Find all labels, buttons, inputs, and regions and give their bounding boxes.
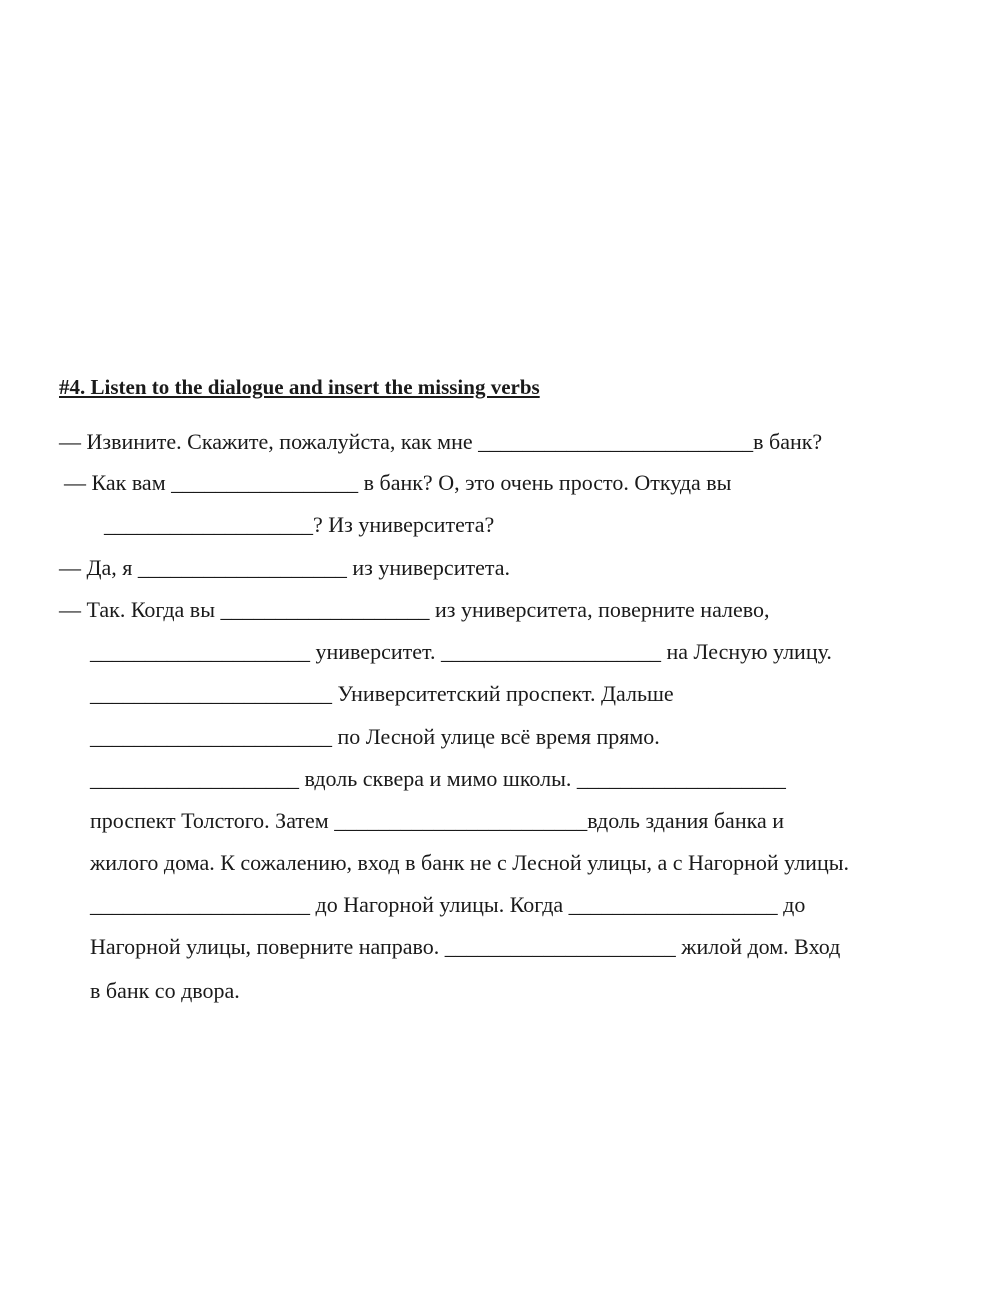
dialogue-line: Нагорной улицы, поверните направо. _____________________ жилой дом. Вход xyxy=(90,934,841,959)
dialogue-line: ______________________ Университетский проспект. Дальше xyxy=(90,681,674,706)
dialogue-line: ____________________ университет. ____________________ на Лесную улицу. xyxy=(90,639,832,664)
dialogue-line: жилого дома. К сожалению, вход в банк не с Лесной улицы, а с Нагорной улицы. xyxy=(90,850,850,875)
dialogue-line: — Да, я ___________________ из университета. xyxy=(59,555,510,580)
dialogue-line: ____________________ до Нагорной улицы. Когда ___________________ до xyxy=(90,892,806,917)
dialogue-line: ______________________ по Лесной улице всё время прямо. xyxy=(90,724,660,749)
dialogue-line: — Так. Когда вы ___________________ из университета, поверните налево, xyxy=(59,597,770,622)
dialogue-line: — Извините. Скажите, пожалуйста, как мне _________________________в банк? xyxy=(59,429,823,454)
dialogue-line: — Как вам _________________ в банк? О, это очень просто. Откуда вы xyxy=(64,470,732,495)
dialogue-line: ___________________? Из университета? xyxy=(104,512,495,537)
dialogue-line: ___________________ вдоль сквера и мимо школы. ___________________ xyxy=(90,766,786,791)
dialogue-line: проспект Толстого. Затем _______________________вдоль здания банка и xyxy=(90,808,784,833)
exercise-heading: #4. Listen to the dialogue and insert the missing verbs xyxy=(59,375,540,399)
dialogue-line: в банк со двора. xyxy=(90,978,240,1003)
